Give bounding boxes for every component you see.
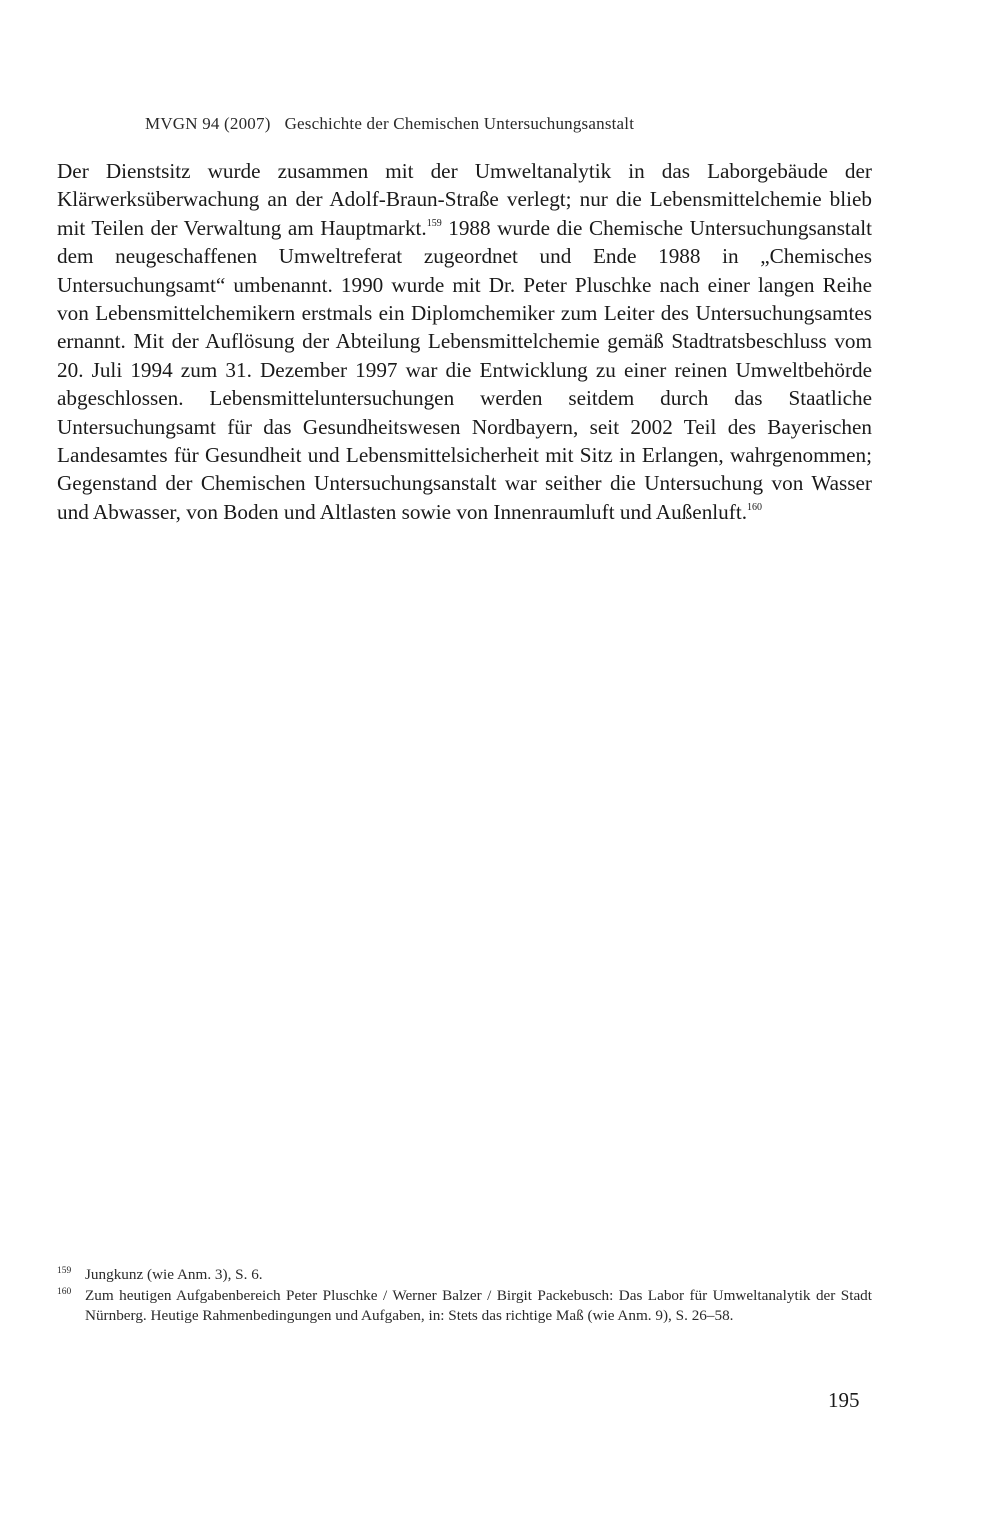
footnote-160 (57, 1286, 872, 1327)
footnote-159 (57, 1265, 872, 1286)
running-head (145, 114, 634, 134)
footnotes (57, 1265, 872, 1327)
page-number: 195 (828, 1388, 860, 1412)
running-title: Geschichte der Chemischen Untersuchungsanstalt (284, 114, 635, 133)
footnote-number: 159 (57, 1266, 72, 1276)
journal-reference: MVGN 94 (2007) (145, 114, 271, 133)
footnote-text: Zum heutigen Aufgabenbereich Peter Pluschke / Werner Balzer / Birgit Packebusch: Das Labor für Umweltanalytik der Stadt Nürnberg. Heutige Rahmenbedingungen und Aufgaben, in: Stets das richtige Maß (wie Anm. 9), S. 26–58. (85, 1286, 872, 1325)
body-paragraph (57, 157, 872, 526)
body-text-part2: 1988 wurde die Chemische Untersuchungsanstalt dem neugeschaffenen Umweltreferat zugeordnet und Ende 1988 in „Chemisches Untersuchungsamt“ umbenannt. 1990 wurde mit Dr. Peter Pluschke nach einer langen Reihe von Lebensmittelchemikern erstmals ein Diplomchemiker zum Leiter des Untersuchungsamtes ernannt. Mit der Auflösung der Abteilung Lebensmittelchemie gemäß Stadtratsbeschluss vom 20. Juli 1994 zum 31. Dezember 1997 war die Entwicklung zu einer reinen Umweltbehörde abgeschlossen. Lebensmitteluntersuchungen werden seitdem durch das Staatliche Untersuchungsamt für das Gesundheitswesen Nordbayern, seit 2002 Teil des Bayerischen Landesamtes für Gesundheit und Lebensmittelsicherheit mit Sitz in Erlangen, wahrgenommen; Gegenstand der Chemischen Untersuchungsanstalt war seither die Untersuchung von Wasser und Abwasser, von Boden und Altlasten sowie von Innenraumluft und Außenluft. (57, 215, 872, 524)
footnote-ref-160[interactable]: 160 (747, 501, 763, 513)
footnote-text: Jungkunz (wie Anm. 3), S. 6. (85, 1266, 263, 1283)
footnote-ref-159[interactable]: 159 (426, 217, 442, 229)
footnote-number: 160 (57, 1286, 72, 1297)
body-text-part1: Der Dienstsitz wurde zusammen mit der Umweltanalytik in das Laborgebäude der Klärwerksüberwachung an der Adolf-Braun-Straße verlegt; nur die Lebensmittelchemie blieb mit Teilen der Verwaltung am Hauptmarkt. (57, 159, 872, 240)
